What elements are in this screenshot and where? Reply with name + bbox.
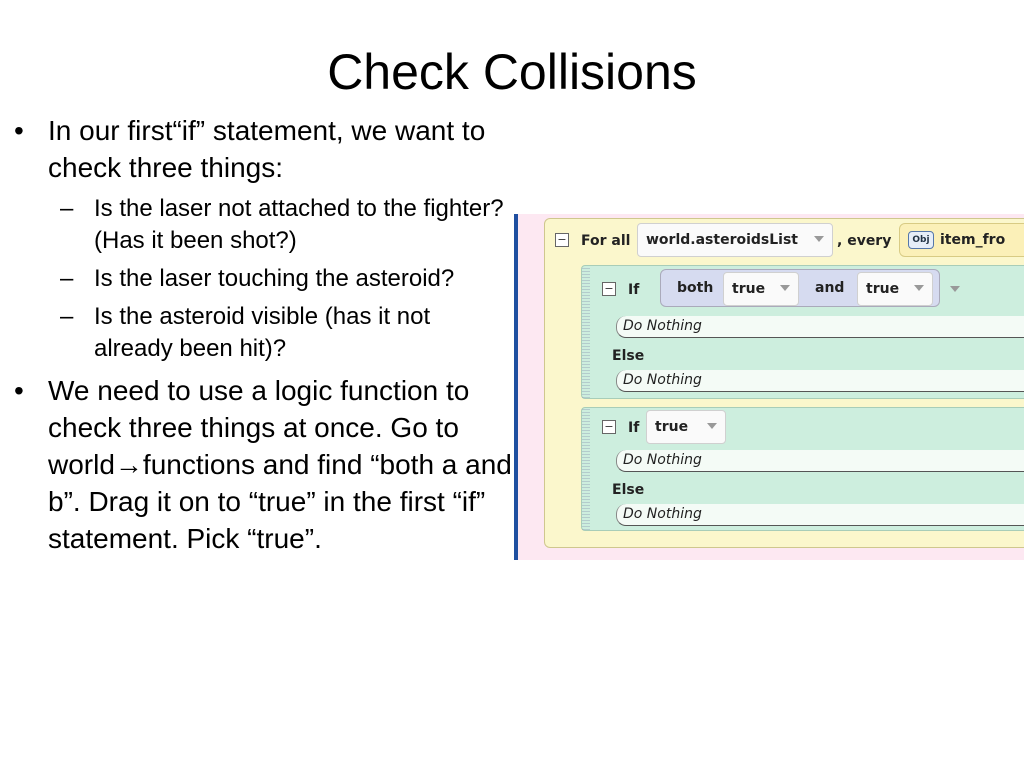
both-label: both	[677, 280, 714, 296]
bullet-text-2a: We need to use a logic function to check three things at once. Go to world	[48, 375, 470, 480]
if-block-1[interactable]	[581, 265, 1024, 399]
bullet-item-1	[14, 112, 514, 365]
list-dropdown[interactable]	[637, 223, 833, 257]
object-icon: Obj	[908, 231, 934, 249]
sub-bullet-text-1: Is the laser not attached to the fighter? (Has it been shot?)	[94, 195, 504, 254]
drag-handle[interactable]	[582, 266, 590, 398]
collapse-icon[interactable]: −	[602, 420, 616, 434]
else-body-slot[interactable]: Do Nothing	[616, 370, 1024, 392]
condition-b-value: true	[866, 281, 900, 297]
bullet-item-2	[14, 372, 514, 557]
right-arrow-icon: →	[114, 449, 143, 480]
if-block-2[interactable]	[581, 407, 1024, 531]
both-and-expression[interactable]	[660, 269, 940, 307]
chevron-down-icon	[780, 285, 790, 291]
condition-b-dropdown[interactable]	[857, 272, 933, 306]
for-all-label: For all	[581, 233, 631, 249]
if-label: If	[628, 282, 640, 298]
if-label: If	[628, 420, 640, 436]
chevron-down-icon	[914, 285, 924, 291]
bullet-text-2b: functions and find “both a and b”. Drag it on to “true” in the first “if” statement. Pick “true”.	[48, 449, 512, 554]
condition-value: true	[655, 419, 689, 435]
else-label: Else	[612, 482, 645, 498]
item-variable[interactable]	[899, 223, 1024, 257]
bullet-list	[14, 112, 514, 557]
collapse-icon[interactable]: −	[602, 282, 616, 296]
item-name: item_fro	[940, 232, 1006, 248]
for-all-header	[545, 219, 1024, 263]
bullet-mark: •	[14, 375, 24, 406]
condition-a-dropdown[interactable]	[723, 272, 799, 306]
and-label: and	[815, 280, 845, 296]
for-all-block[interactable]	[544, 218, 1024, 548]
dash-mark: –	[60, 265, 74, 292]
alice-code-screenshot	[514, 214, 1024, 560]
bullet-mark: •	[14, 115, 24, 146]
if-body-slot[interactable]: Do Nothing	[616, 450, 1024, 472]
condition-dropdown[interactable]	[646, 410, 726, 444]
bullet-text-1: In our first“if” statement, we want to check three things:	[48, 115, 486, 183]
dash-mark: –	[60, 303, 74, 330]
slide-title: Check Collisions	[327, 44, 697, 100]
chevron-down-icon	[814, 236, 824, 242]
collapse-icon[interactable]: −	[555, 233, 569, 247]
sub-bullet-1	[48, 193, 514, 257]
else-label: Else	[612, 348, 645, 364]
condition-a-value: true	[732, 281, 766, 297]
sub-bullet-list	[48, 193, 514, 365]
sub-bullet-text-2: Is the laser touching the asteroid?	[94, 265, 455, 292]
sub-bullet-3	[48, 301, 514, 365]
list-value: world.asteroidsList	[646, 232, 798, 248]
every-label: , every	[837, 233, 892, 249]
else-body-slot[interactable]: Do Nothing	[616, 504, 1024, 526]
drag-handle[interactable]	[582, 408, 590, 530]
chevron-down-icon[interactable]	[950, 286, 960, 292]
sub-bullet-text-3: Is the asteroid visible (has it not already been hit)?	[94, 303, 431, 362]
dash-mark: –	[60, 195, 74, 222]
if-body-slot[interactable]: Do Nothing	[616, 316, 1024, 338]
sub-bullet-2	[48, 263, 514, 295]
chevron-down-icon	[707, 423, 717, 429]
